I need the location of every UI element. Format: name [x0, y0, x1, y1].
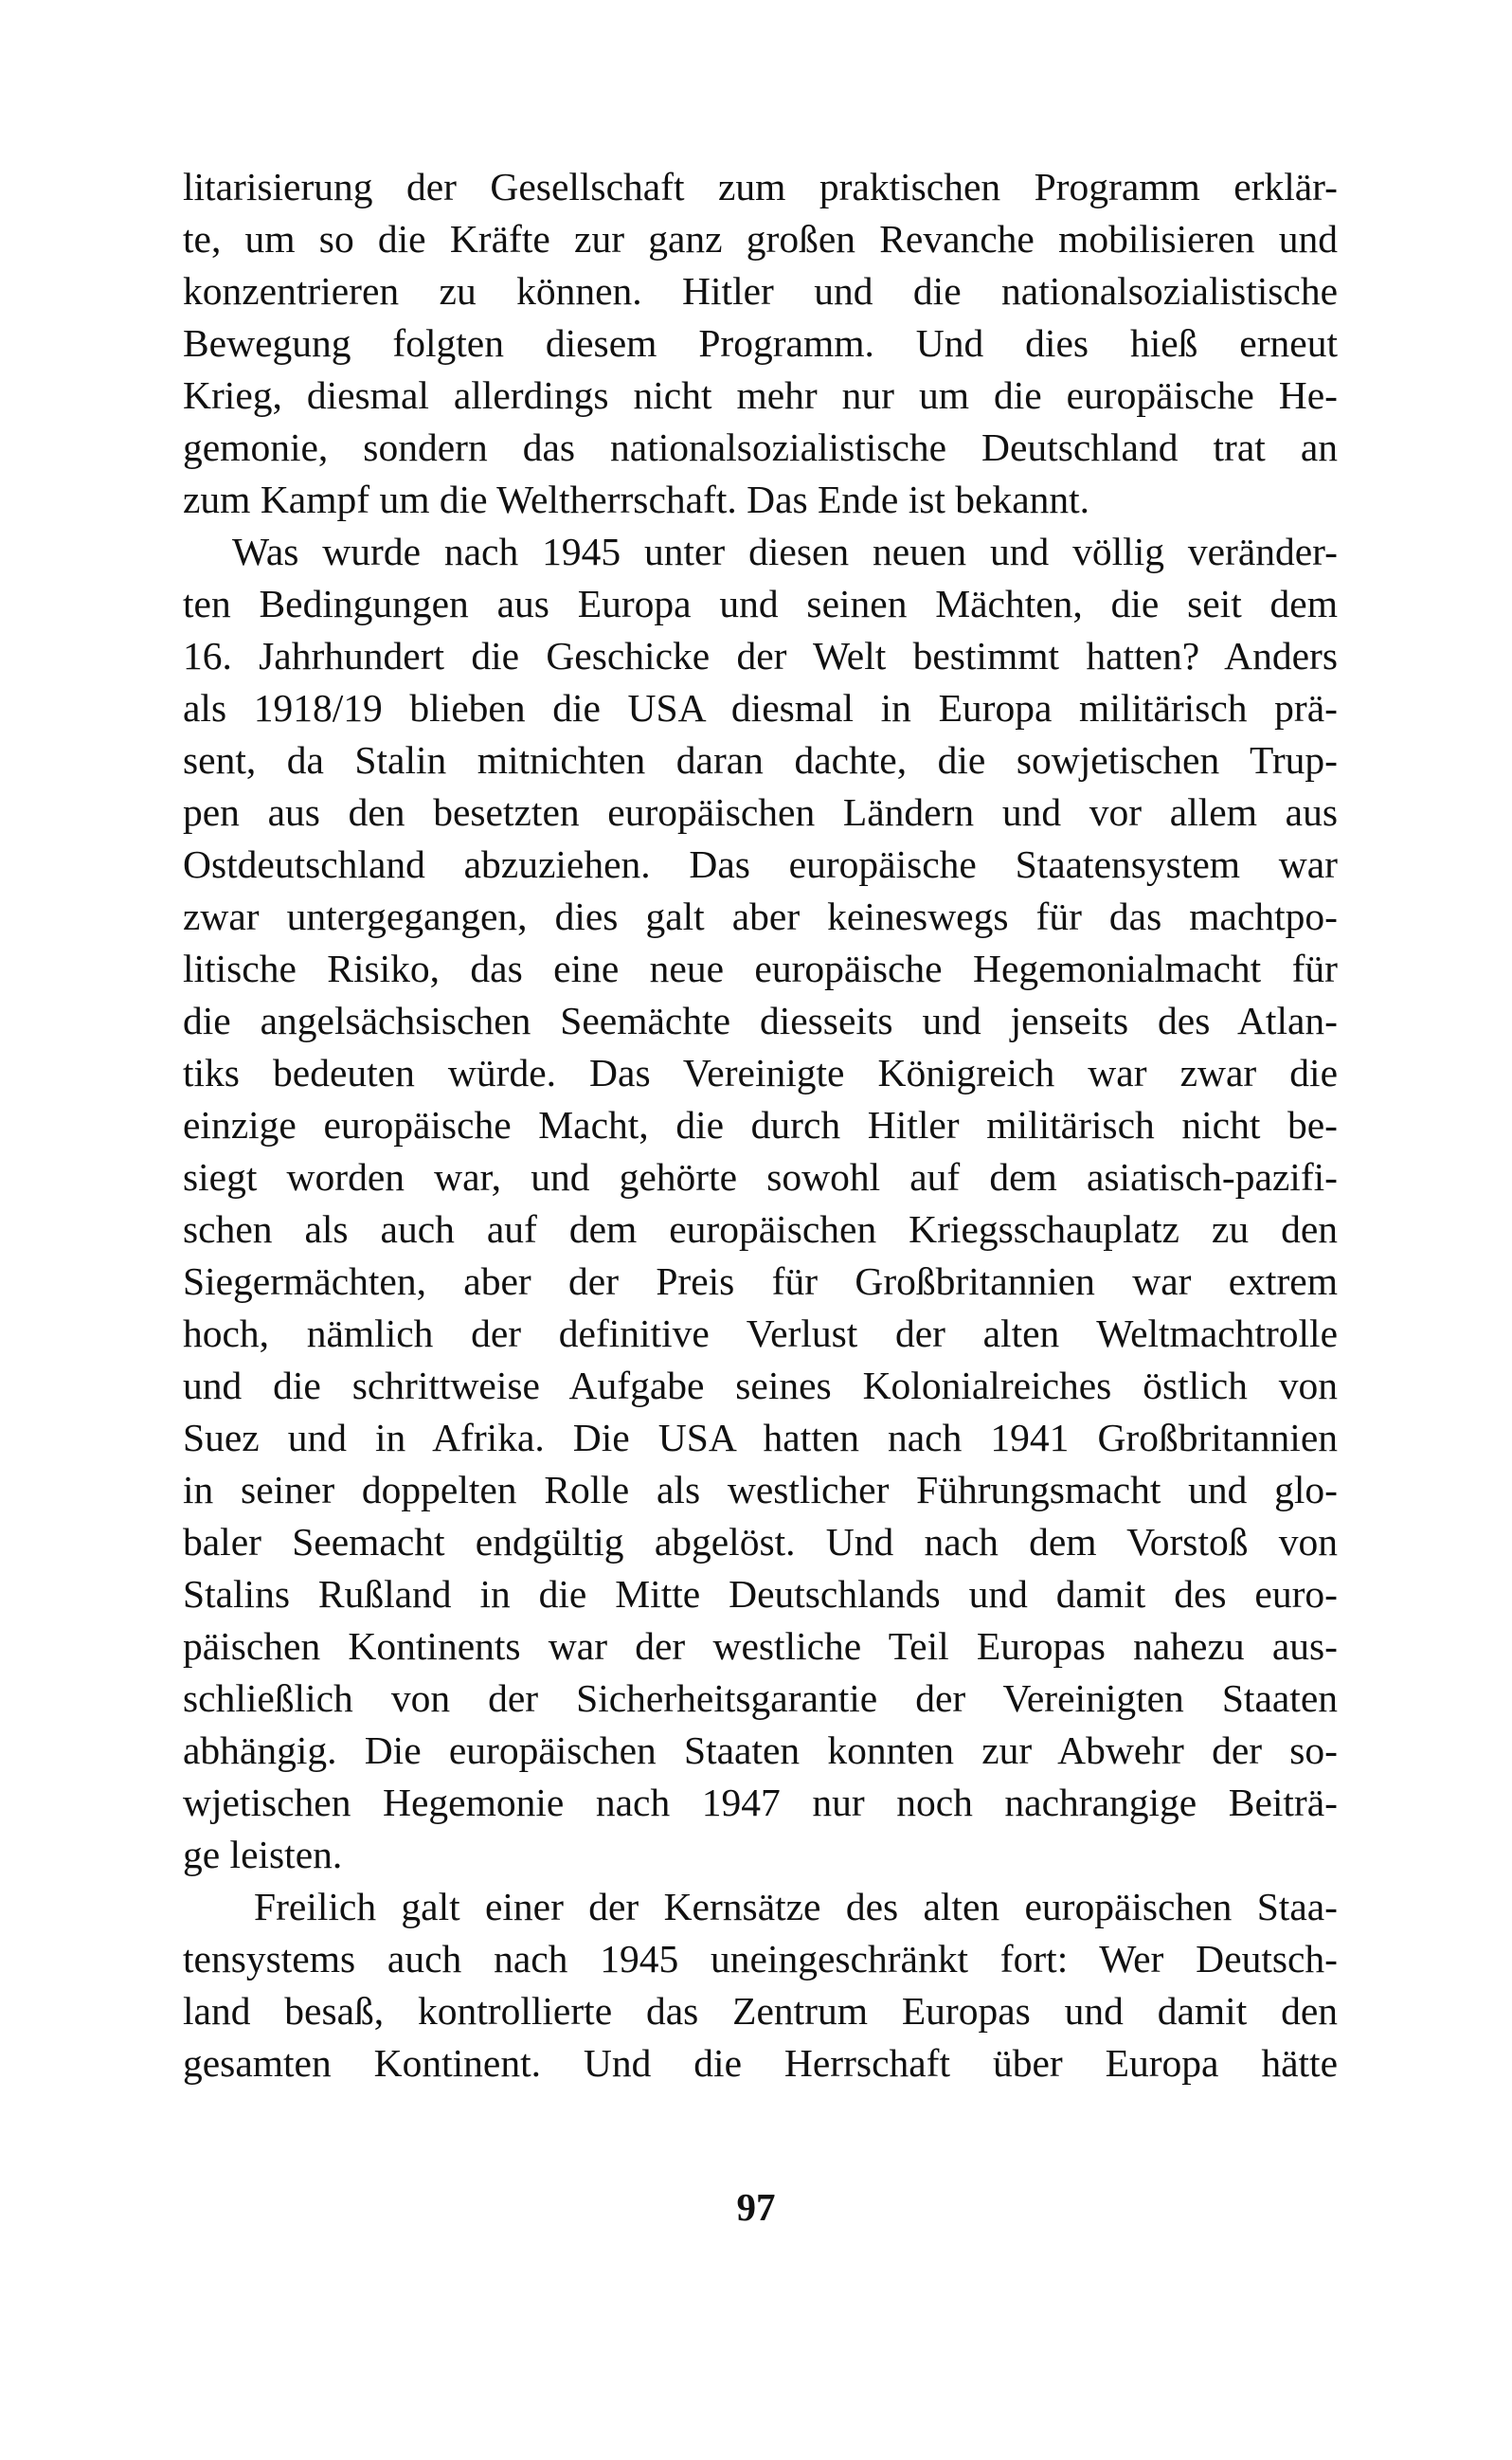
text-line: die angelsächsischen Seemächte diesseits und jenseits des Atlan- [183, 999, 1338, 1042]
text-line: ge leisten. [183, 1833, 343, 1876]
text-line: tensystems auch nach 1945 uneingeschränkt fort: Wer Deutsch- [183, 1937, 1338, 1981]
text-line: Bewegung folgten diesem Programm. Und dies hieß erneut [183, 321, 1338, 365]
text-line: Ostdeutschland abzuziehen. Das europäische Staatensystem war [183, 842, 1338, 886]
text-line: Suez und in Afrika. Die USA hatten nach 1941 Großbritannien [183, 1416, 1338, 1459]
text-line: in seiner doppelten Rolle als westlicher Führungsmacht und glo- [183, 1468, 1338, 1511]
text-line: te, um so die Kräfte zur ganz großen Revanche mobilisieren und [183, 217, 1338, 261]
text-line: gesamten Kontinent. Und die Herrschaft über Europa hätte [183, 2041, 1338, 2085]
text-line: Was wurde nach 1945 unter diesen neuen und völlig veränder- [232, 530, 1338, 573]
text-line: schließlich von der Sicherheitsgarantie der Vereinigten Staaten [183, 1676, 1338, 1720]
text-line: siegt worden war, und gehörte sowohl auf dem asiatisch-pazifi- [183, 1155, 1338, 1199]
text-line: Stalins Rußland in die Mitte Deutschlands und damit des euro- [183, 1572, 1338, 1616]
text-line: abhängig. Die europäischen Staaten konnten zur Abwehr der so- [183, 1728, 1338, 1772]
page-number: 97 [736, 2185, 776, 2229]
text-line: Siegermächten, aber der Preis für Großbritannien war extrem [183, 1259, 1338, 1303]
text-line: Krieg, diesmal allerdings nicht mehr nur um die europäische He- [183, 373, 1338, 417]
text-line: land besaß, kontrollierte das Zentrum Europas und damit den [183, 1989, 1338, 2033]
text-line: litische Risiko, das eine neue europäische Hegemonialmacht für [183, 947, 1338, 990]
text-line: hoch, nämlich der definitive Verlust der alten Weltmachtrolle [183, 1311, 1338, 1355]
text-line: zum Kampf um die Weltherrschaft. Das Ende ist bekannt. [183, 478, 1090, 521]
text-line: ten Bedingungen aus Europa und seinen Mächten, die seit dem [183, 582, 1338, 625]
paragraph-3 [183, 1881, 1338, 2089]
text-line: 16. Jahrhundert die Geschicke der Welt bestimmt hatten? Anders [183, 634, 1338, 678]
text-line: litarisierung der Gesellschaft zum praktischen Programm erklär- [183, 165, 1338, 208]
text-line: und die schrittweise Aufgabe seines Kolonialreiches östlich von [183, 1364, 1338, 1407]
paragraph-2 [183, 526, 1338, 1881]
text-line: schen als auch auf dem europäischen Kriegsschauplatz zu den [183, 1207, 1338, 1251]
text-line: baler Seemacht endgültig abgelöst. Und nach dem Vorstoß von [183, 1520, 1338, 1564]
text-line: päischen Kontinents war der westliche Teil Europas nahezu aus- [183, 1624, 1338, 1668]
text-line: tiks bedeuten würde. Das Vereinigte Königreich war zwar die [183, 1051, 1338, 1094]
page-body [183, 161, 1338, 2089]
text-line: pen aus den besetzten europäischen Ländern und vor allem aus [183, 790, 1338, 834]
text-line: sent, da Stalin mitnichten daran dachte, die sowjetischen Trup- [183, 738, 1338, 782]
text-line: zwar untergegangen, dies galt aber keineswegs für das machtpo- [183, 895, 1338, 938]
text-line: konzentrieren zu können. Hitler und die nationalsozialistische [183, 269, 1338, 313]
text-line: als 1918/19 blieben die USA diesmal in Europa militärisch prä- [183, 686, 1338, 730]
paragraph-1 [183, 161, 1338, 526]
text-line: einzige europäische Macht, die durch Hitler militärisch nicht be- [183, 1103, 1338, 1147]
text-line: gemonie, sondern das nationalsozialistische Deutschland trat an [183, 425, 1338, 469]
text-line: Freilich galt einer der Kernsätze des alten europäischen Staa- [254, 1885, 1338, 1928]
text-line: wjetischen Hegemonie nach 1947 nur noch nachrangige Beiträ- [183, 1781, 1338, 1824]
